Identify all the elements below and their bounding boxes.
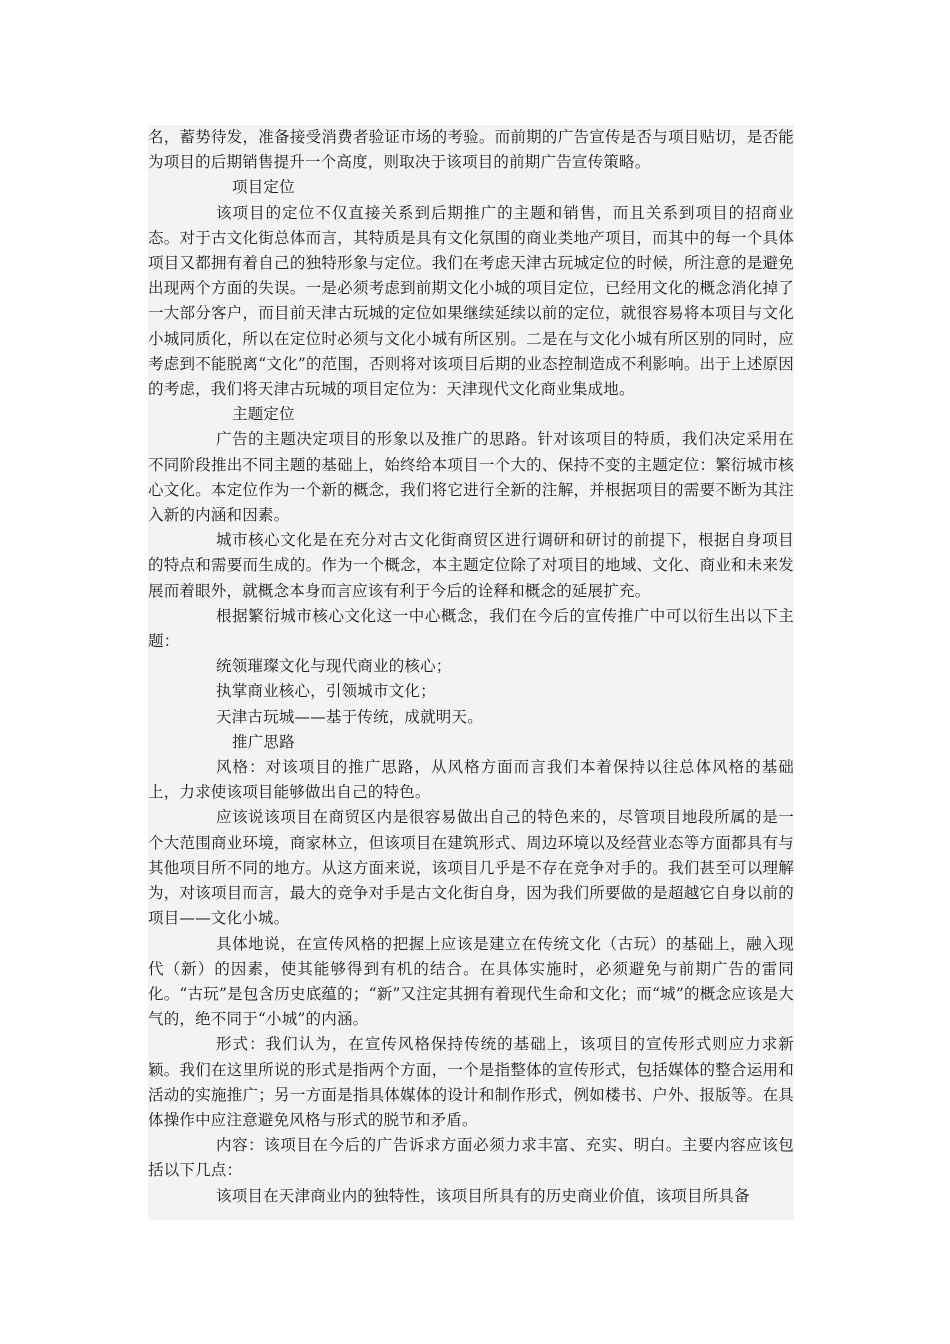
paragraph-intro-continuation: 名，蓄势待发，准备接受消费者验证市场的考验。而前期的广告宣传是否与项目贴切，是否能为项目的后期销售提升一个高度，则取决于该项目的前期广告宣传策略。 xyxy=(148,128,794,172)
paragraph-content: 内容：该项目在今后的广告诉求方面必须力求丰富、充实、明白。主要内容应该包括以下几点： xyxy=(148,1136,794,1180)
section-heading-theme-positioning: 主题定位 xyxy=(232,405,295,424)
paragraph-style: 风格：对该项目的推广思路，从风格方面而言我们本着保持以往总体风格的基础上，力求使该项目能够做出自己的特色。 xyxy=(148,758,794,802)
theme-line-1: 统领璀璨文化与现代商业的核心； xyxy=(216,657,452,676)
theme-line-2: 执掌商业核心，引领城市文化； xyxy=(216,682,436,701)
section-heading-project-positioning: 项目定位 xyxy=(232,178,295,197)
paragraph-content-points: 该项目在天津商业内的独特性，该项目所具有的历史商业价值，该项目所具备 xyxy=(216,1186,750,1205)
paragraph-uniqueness: 应该说该项目在商贸区内是很容易做出自己的特色来的，尽管项目地段所属的是一个大范围商业环境，商家林立，但该项目在建筑形式、周边环境以及经营业态等方面都具有与其他项目所不同的地方。从这方面来说，该项目几乎是不存在竞争对手的。我们甚至可以理解为，对该项目而言，最大的竞争对手是古文化街自身，因为我们所要做的是超越它自身以前的项目——文化小城。 xyxy=(148,808,794,928)
theme-line-3: 天津古玩城——基于传统，成就明天。 xyxy=(216,707,483,726)
paragraph-specifics: 具体地说，在宣传风格的把握上应该是建立在传统文化（古玩）的基础上，融入现代（新）的因素，使其能够得到有机的结合。在具体实施时，必须避免与前期广告的雷同化。“古玩”是包含历史底蕴的；“新”又注定其拥有着现代生命和文化；而“城”的概念应该是大气的，绝不同于“小城”的内涵。 xyxy=(148,934,794,1029)
paragraph-core-culture: 城市核心文化是在充分对古文化街商贸区进行调研和研讨的前提下，根据自身项目的特点和需要而生成的。作为一个概念，本主题定位除了对项目的地域、文化、商业和未来发展而着眼外，就概念本身而言应该有利于今后的诠释和概念的延展扩充。 xyxy=(148,531,794,600)
document-page xyxy=(148,125,794,1220)
document-body xyxy=(148,125,794,1209)
paragraph-derived-themes-intro: 根据繁衍城市核心文化这一中心概念，我们在今后的宣传推广中可以衍生出以下主题： xyxy=(148,606,794,651)
paragraph-form: 形式：我们认为，在宣传风格保持传统的基础上，该项目的宣传形式则应力求新颖。我们在这里所说的形式是指两个方面，一个是指整体的宣传形式，包括媒体的整合运用和活动的实施推广；另一方面是指具体媒体的设计和制作形式，例如楼书、户外、报版等。在具体操作中应注意避免风格与形式的脱节和矛盾。 xyxy=(148,1035,794,1129)
paragraph-project-positioning: 该项目的定位不仅直接关系到后期推广的主题和销售，而且关系到项目的招商业态。对于古文化街总体而言，其特质是具有文化氛围的商业类地产项目，而其中的每一个具体项目又都拥有着自己的独特形象与定位。我们在考虑天津古玩城定位的时候，所注意的是避免出现两个方面的失误。一是必须考虑到前期文化小城的项目定位，已经用文化的概念消化掉了一大部分客户，而目前天津古玩城的定位如果继续延续以前的定位，就很容易将本项目与文化小城同质化，所以在定位时必须与文化小城有所区别。二是在与文化小城有所区别的同时，应考虑到不能脱离“文化”的范围，否则将对该项目后期的业态控制造成不利影响。出于上述原因的考虑，我们将天津古玩城的项目定位为：天津现代文化商业集成地。 xyxy=(148,203,794,399)
section-heading-promotion-strategy: 推广思路 xyxy=(232,732,295,751)
paragraph-theme-positioning: 广告的主题决定项目的形象以及推广的思路。针对该项目的特质，我们决定采用在不同阶段推出不同主题的基础上，始终给本项目一个大的、保持不变的主题定位：繁衍城市核心文化。本定位作为一个新的概念，我们将它进行全新的注解，并根据项目的需要不断为其注入新的内涵和因素。 xyxy=(148,430,794,525)
